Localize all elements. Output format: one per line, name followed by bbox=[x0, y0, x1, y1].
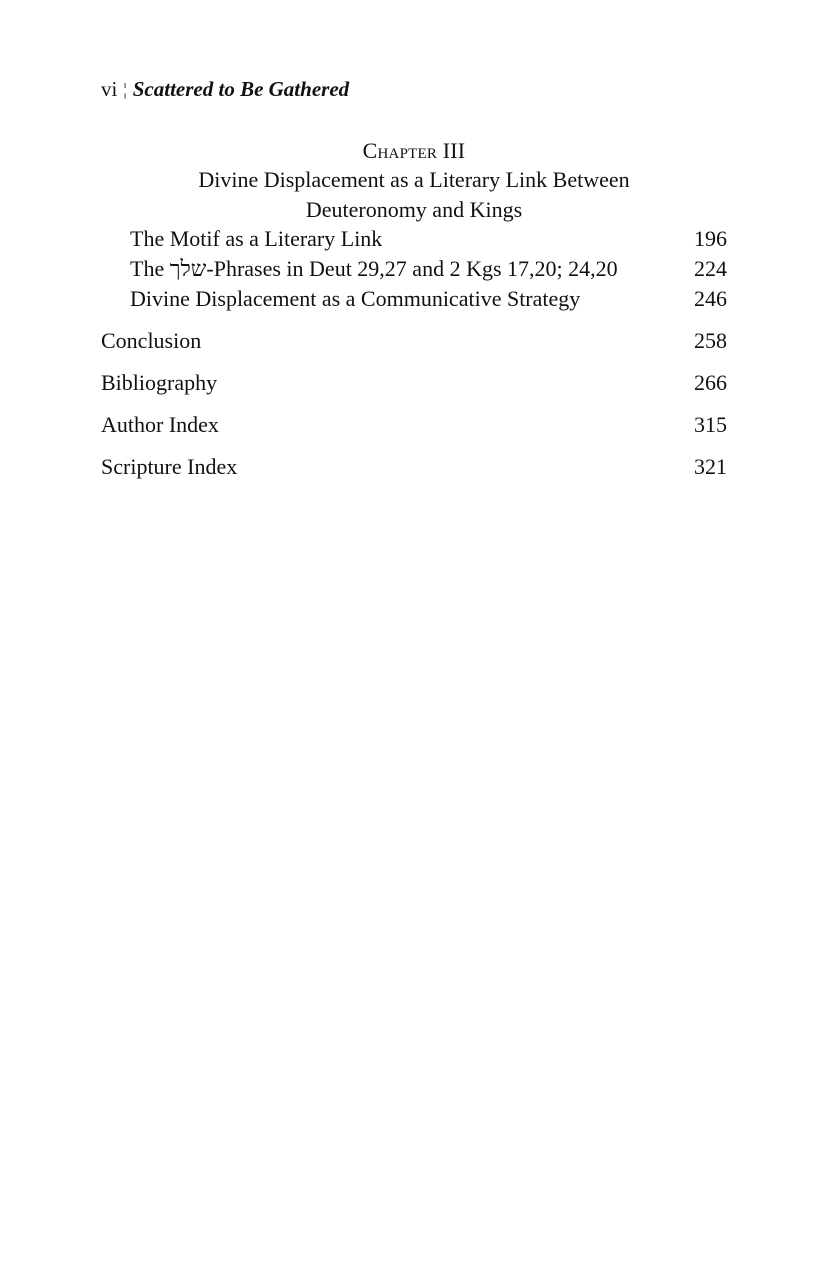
book-title: Scattered to Be Gathered bbox=[132, 77, 350, 101]
toc-entry-title: Bibliography bbox=[101, 370, 218, 395]
toc-entry-page: 196 bbox=[694, 226, 727, 251]
chapter-title-line-1: Divine Displacement as a Literary Link Between bbox=[198, 167, 630, 192]
toc-entry-title-suffix: -Phrases in Deut 29,27 and 2 Kgs 17,20; 24,20 bbox=[206, 256, 618, 281]
toc-entry-title-prefix: The bbox=[130, 256, 170, 281]
toc-entry-title: Conclusion bbox=[101, 328, 202, 353]
running-head bbox=[101, 76, 349, 103]
toc-entry-page: 224 bbox=[694, 256, 727, 281]
toc-entry-title: Divine Displacement as a Communicative Strategy bbox=[130, 286, 581, 311]
toc-entry-page: 266 bbox=[694, 370, 727, 395]
toc-section-entry bbox=[101, 254, 727, 284]
table-of-contents bbox=[101, 224, 727, 494]
toc-entry-page: 246 bbox=[694, 286, 727, 311]
chapter-title-line-2: Deuteronomy and Kings bbox=[305, 197, 523, 222]
toc-back-matter-entry bbox=[101, 452, 727, 494]
page-number: vi bbox=[101, 77, 118, 101]
toc-entry-title: Author Index bbox=[101, 412, 219, 437]
hebrew-word: שלך bbox=[169, 256, 207, 281]
toc-entry-title bbox=[130, 254, 618, 284]
toc-section-entry bbox=[101, 224, 727, 254]
toc-back-matter-entry bbox=[101, 368, 727, 410]
toc-back-matter-entry bbox=[101, 410, 727, 452]
chapter-heading bbox=[101, 137, 727, 225]
toc-entry-page: 258 bbox=[694, 328, 727, 353]
toc-entry-title: The Motif as a Literary Link bbox=[130, 226, 383, 251]
toc-entry-page: 321 bbox=[694, 454, 727, 479]
toc-entry-title: Scripture Index bbox=[101, 454, 238, 479]
toc-section-entry bbox=[101, 284, 727, 314]
toc-back-matter-entry bbox=[101, 326, 727, 368]
running-head-separator: ¦ bbox=[123, 80, 127, 99]
toc-entry-page: 315 bbox=[694, 412, 727, 437]
chapter-label: Chapter III bbox=[362, 138, 466, 163]
